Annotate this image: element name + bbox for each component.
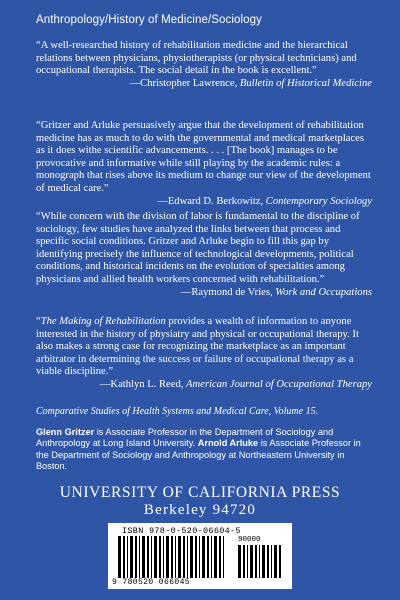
barcode-bar [199, 536, 200, 578]
quote-body: provides a wealth of information to anyone interested in the history of physiatry and physical or occupational therapy. It also makes a strong case for recognizing the marketplace as an important arbitrator in determining the success or failure of occupational therapy as a viable discipline.” [36, 316, 359, 378]
barcode-bar [123, 536, 125, 578]
barcode-bar [262, 545, 265, 578]
author-bio-1: is Associate Professor in the Department of Sociology and Anthropology at Long Island University. [36, 427, 334, 449]
barcode-bar [139, 536, 140, 578]
review-quote-4 [36, 316, 372, 392]
quote-open-mark: “ [36, 316, 41, 327]
barcode-bar [259, 545, 260, 578]
quote-source: Contemporary Sociology [265, 195, 372, 207]
quote-text: “While concern with the division of labor is fundamental to the discipline of sociology, few studies have analyzed the links between that process and specific social conditions. Gritzer and Arluke begin to fill this gap by identifying precisely the influence of technological developments, political conditions, and historical incidents on the evolution of specialties among physicians and allied health workers concerned with rehabilitation.” [36, 211, 360, 285]
book-title: The Making of Rehabilitation [40, 316, 166, 327]
barcode-bar [207, 536, 209, 578]
quote-author: —Kathlyn L. Reed, [99, 378, 187, 390]
review-quote-2 [36, 120, 372, 208]
quote-text: “A well-researched history of rehabilitation medicine and the hierarchical relations between physicians, physiotherapists (or physical technicians) and occupational therapists. The social detail in the book is excellent.” [36, 40, 357, 77]
quote-author: —Edward D. Berkowitz, [157, 195, 266, 207]
barcode-main-icon [118, 536, 228, 578]
barcode-bar [127, 536, 128, 578]
barcode-box [108, 523, 292, 589]
barcode-bar [135, 536, 137, 578]
barcode-bar [171, 536, 173, 578]
barcode-bar [271, 545, 272, 578]
barcode-bar [250, 545, 253, 578]
barcode-bar [118, 536, 121, 578]
quote-text [36, 316, 372, 379]
quote-author: —Raymond de Vries, [180, 286, 276, 298]
barcode-bar [255, 545, 257, 578]
barcode-bar [274, 545, 277, 578]
quote-source: Work and Occupations [275, 286, 372, 298]
quote-author: —Christopher Lawrence, [129, 77, 240, 89]
barcode-bar [279, 545, 281, 578]
barcode-bar [154, 536, 157, 578]
quote-attribution [36, 287, 372, 300]
publisher-city: Berkeley 94720 [143, 502, 257, 518]
quote-source: American Journal of Occupational Therapy [186, 378, 372, 390]
barcode-bar [238, 545, 241, 578]
barcode-addon-icon [238, 545, 284, 578]
barcode-bar [163, 536, 164, 578]
publisher-name: UNIVERSITY OF CALIFORNIA PRESS [59, 484, 341, 501]
series-note: Comparative Studies of Health Systems and Medical Care, Volume 15. [36, 406, 319, 417]
author-name-2: Arnold Arluke [197, 438, 259, 449]
barcode-bar [178, 536, 181, 578]
barcode-bar [142, 536, 145, 578]
barcode-bar [151, 536, 152, 578]
quote-attribution [36, 78, 372, 91]
barcode-bar [166, 536, 169, 578]
quote-text: “Gritzer and Arluke persuasively argue that the development of rehabilitation medicine has as much to do with the governmental and medical marketplaces as it does withe scientific advancements. . . . [The book] manages to be provocative and informative while still playing by the academic rules: a monograph that rises above its medium to change our view of the development of medical care.” [36, 120, 371, 194]
barcode-bar [267, 545, 269, 578]
barcode-bar [130, 536, 133, 578]
barcode-bar [219, 536, 221, 578]
barcode-bar [247, 545, 248, 578]
price-code: 90000 [238, 536, 261, 544]
subject-category: Anthropology/History of Medicine/Sociology [36, 14, 263, 26]
author-name-1: Glenn Gritzer [36, 427, 95, 437]
barcode-bar [214, 536, 217, 578]
barcode-bar [187, 536, 188, 578]
isbn-label: ISBN 978-0-520-06604-5 [122, 526, 241, 536]
barcode-bar [159, 536, 161, 578]
author-bio-2: is Associate Professor in the Department of Sociology and Anthropology at Northeastern University in Boston. [36, 438, 361, 471]
barcode-bar [243, 545, 245, 578]
barcode-bar [190, 536, 193, 578]
review-quote-3 [36, 211, 372, 299]
barcode-digits: 9 780520 066045 [112, 578, 191, 587]
quote-attribution [36, 379, 372, 392]
quote-source: Bulletin of Historical Medicine [239, 77, 372, 89]
barcode-bar [223, 536, 224, 578]
barcode-bar [211, 536, 212, 578]
quote-attribution [36, 196, 372, 209]
review-quote-1 [36, 40, 372, 90]
author-bios [36, 427, 372, 472]
barcode-bar [195, 536, 197, 578]
barcode-bar [175, 536, 176, 578]
barcode-bar [202, 536, 205, 578]
barcode-bar [183, 536, 185, 578]
barcode-bar [147, 536, 149, 578]
